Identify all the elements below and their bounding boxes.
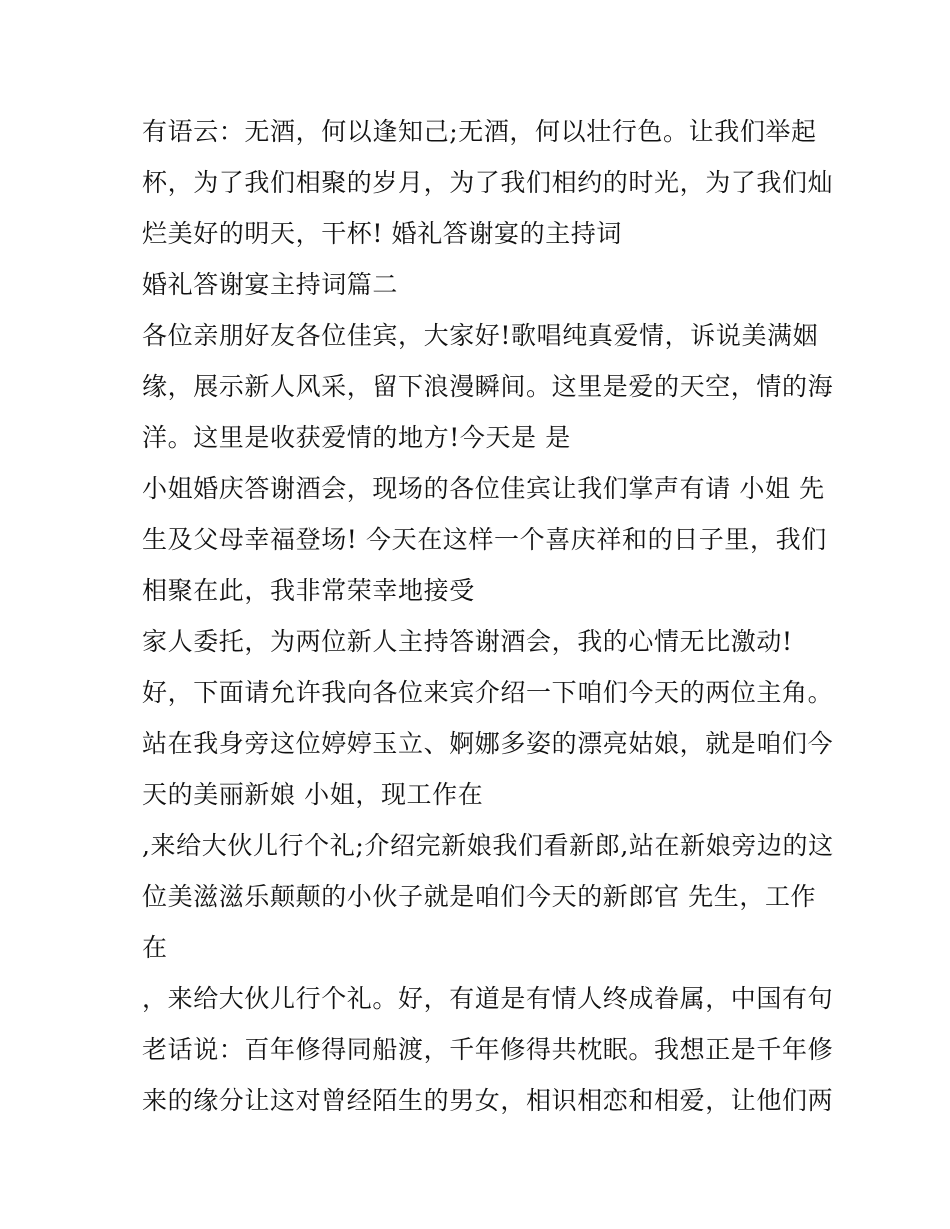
text-line-11: 家人委托，为两位新人主持答谢酒会，我的心情无比激动! — [142, 627, 793, 656]
text-line-5: 各位亲朋好友各位佳宾，大家好!歌唱纯真爱情，诉说美满姻 — [142, 321, 819, 350]
text-line-19: 老话说：百年修得同船渡，千年修得共枕眠。我想正是千年修 — [142, 1035, 834, 1064]
text-line-12: 好，下面请允许我向各位来宾介绍一下咱们今天的两位主角。 — [142, 678, 834, 707]
text-line-17: 在 — [142, 933, 168, 962]
text-line-15: ,来给大伙儿行个礼;介绍完新娘我们看新郎,站在新娘旁边的这 — [142, 831, 834, 860]
text-line-3: 烂美好的明天，干杯! 婚礼答谢宴的主持词 — [142, 219, 622, 248]
text-line-14: 天的美丽新娘 小姐，现工作在 — [142, 780, 484, 809]
text-line-8: 小姐婚庆答谢酒会，现场的各位佳宾让我们掌声有请 小姐 先 — [142, 474, 825, 503]
text-line-18: ，来给大伙儿行个礼。好，有道是有情人终成眷属，中国有句 — [142, 984, 834, 1013]
text-line-10: 相聚在此，我非常荣幸地接受 — [142, 576, 475, 605]
text-line-2: 杯，为了我们相聚的岁月，为了我们相约的时光，为了我们灿 — [142, 168, 834, 197]
document-body — [142, 106, 834, 1126]
section-heading: 婚礼答谢宴主持词篇二 — [142, 270, 399, 299]
text-line-7: 洋。这里是收获爱情的地方!今天是 是 — [142, 423, 571, 452]
text-line-9: 生及父母幸福登场! 今天在这样一个喜庆祥和的日子里，我们 — [142, 525, 827, 554]
text-line-6: 缘，展示新人风采，留下浪漫瞬间。这里是爱的天空，情的海 — [142, 372, 834, 401]
text-line-1: 有语云：无酒，何以逢知己;无酒，何以壮行色。让我们举起 — [142, 117, 817, 146]
text-line-13: 站在我身旁这位婷婷玉立、婀娜多姿的漂亮姑娘，就是咱们今 — [142, 729, 834, 758]
text-line-16: 位美滋滋乐颠颠的小伙子就是咱们今天的新郎官 先生，工作 — [142, 882, 817, 911]
text-line-20: 来的缘分让这对曾经陌生的男女，相识相恋和相爱，让他们两 — [142, 1086, 834, 1115]
